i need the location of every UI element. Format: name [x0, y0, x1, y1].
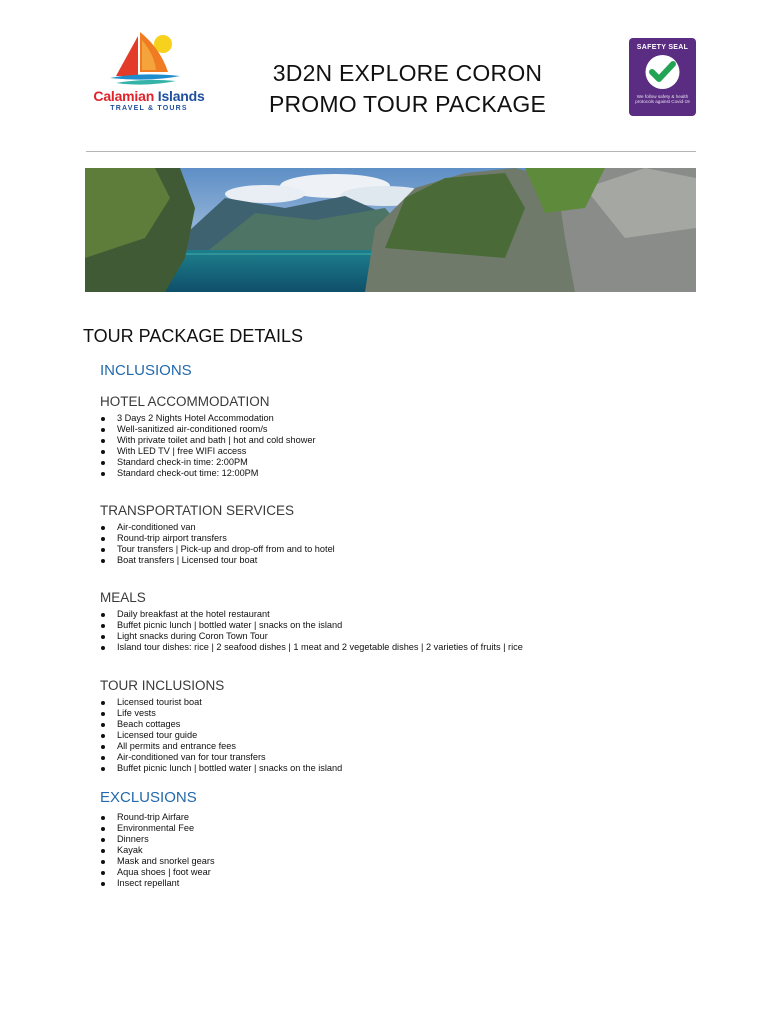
transportation-services-list [100, 522, 335, 566]
list-item: Mask and snorkel gears [100, 856, 215, 867]
list-item: Round-trip airport transfers [100, 533, 335, 544]
list-item: Light snacks during Coron Town Tour [100, 631, 523, 642]
list-item: Buffet picnic lunch | bottled water | snacks on the island [100, 620, 523, 631]
transportation-services-heading: TRANSPORTATION SERVICES [100, 503, 295, 518]
list-item: Beach cottages [100, 719, 342, 730]
seal-text: We follow safety & health protocols against Covid-19 [635, 94, 690, 105]
list-item: Well-sanitized air-conditioned room/s [100, 424, 316, 435]
list-item: Round-trip Airfare [100, 812, 215, 823]
tour-inclusions-list [100, 697, 342, 774]
company-logo [80, 26, 215, 116]
meals-list [100, 609, 523, 653]
sailboat-icon [80, 26, 215, 90]
list-item: Insect repellant [100, 878, 215, 889]
exclusions-heading: EXCLUSIONS [100, 789, 197, 806]
page-title [230, 58, 585, 120]
list-item: Island tour dishes: rice | 2 seafood dishes | 1 meat and 2 vegetable dishes | 2 varieties of fruits | rice [100, 642, 523, 653]
list-item: With LED TV | free WIFI access [100, 446, 316, 457]
logo-tagline: TRAVEL & TOURS [110, 105, 188, 112]
lagoon-banner-image [85, 168, 696, 292]
list-item: Tour transfers | Pick-up and drop-off from and to hotel [100, 544, 335, 555]
meals-heading: MEALS [100, 590, 146, 605]
list-item: Boat transfers | Licensed tour boat [100, 555, 335, 566]
list-item: Life vests [100, 708, 342, 719]
list-item: Kayak [100, 845, 215, 856]
title-line-2: PROMO TOUR PACKAGE [268, 91, 547, 117]
hotel-accommodation-list [100, 413, 316, 479]
tour-inclusions-heading: TOUR INCLUSIONS [100, 678, 225, 693]
title-line-1: 3D2N EXPLORE CORON [272, 60, 543, 86]
list-item: Air-conditioned van for tour transfers [100, 752, 342, 763]
list-item: Environmental Fee [100, 823, 215, 834]
tour-package-details-heading: TOUR PACKAGE DETAILS [83, 326, 304, 346]
list-item: Buffet picnic lunch | bottled water | snacks on the island [100, 763, 342, 774]
list-item: Standard check-out time: 12:00PM [100, 468, 316, 479]
list-item: All permits and entrance fees [100, 741, 342, 752]
list-item: Licensed tour guide [100, 730, 342, 741]
list-item: 3 Days 2 Nights Hotel Accommodation [100, 413, 316, 424]
list-item: Daily breakfast at the hotel restaurant [100, 609, 523, 620]
list-item: Standard check-in time: 2:00PM [100, 457, 316, 468]
list-item: With private toilet and bath | hot and cold shower [100, 435, 316, 446]
list-item: Dinners [100, 834, 215, 845]
header-divider [86, 151, 696, 152]
inclusions-heading: INCLUSIONS [100, 362, 192, 379]
exclusions-list [100, 812, 215, 889]
list-item: Aqua shoes | foot wear [100, 867, 215, 878]
safety-seal-badge [629, 38, 696, 116]
logo-name: Calamian Islands [93, 88, 205, 104]
list-item: Air-conditioned van [100, 522, 335, 533]
list-item: Licensed tourist boat [100, 697, 342, 708]
hotel-accommodation-heading: HOTEL ACCOMMODATION [100, 394, 270, 409]
seal-title: SAFETY SEAL [636, 44, 689, 51]
checkmark-icon [641, 53, 684, 91]
